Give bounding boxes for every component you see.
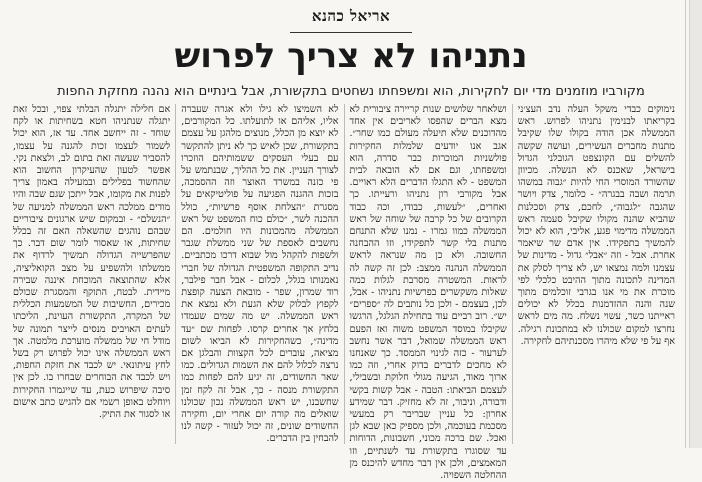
- article-column-2: [344, 104, 512, 482]
- article-column-4: [8, 104, 175, 444]
- column-text: נימוקים כבדי משקל העלה נדב העצ׳ני בקריאתו לבנימין נתניהו לפרוש. ראש הממשלה אכן הודה בקולו שלו שקיבל מתנות מחברים העשירים, ועושה שקשה להשלים עם הקונצפט הגובלני הגדול בישראל, שאכנס לא הנשלה. מכיוון שהשורד המוסרי החי להיות ״גבוה במשהו תרמה ושבה בבגרה״ - כלומר, צדק ויושר שהגבה ״לגבוה״, לחכם, צדק וסכלנות שהביא שהנה מקולו שקיבל סעמה ראש הממשלה מדימוי פגע, אליבי, הוא לא יכול להמשיך בתפקידו. אין אדם שר שיאמר אחרת. אבל - וזה ״אבל״ גדול - מדינות של עצמנו ולמה נמצאו יש, לא צריך לסלק את המדינה לתכונה מתוך ההיבט כלכלי לפי מוכרת את מי אנו בגרבי זוכלמים מתוך שנה והנה ההזדמנות בכלל לא יכולים ראייתנו כשר, עשוי נשלח. מה מים לראש נחרצו למקום שכולנו לא במתכונת רגילה. אף על פי שלא מיהרו מסכנתיהם לחקירה.: [517, 104, 675, 347]
- page-edge-bar: [689, 0, 702, 448]
- article-column-1: [512, 104, 680, 444]
- column-text: ושלאחר שלושים שנות קריירה ציבורית לא מצא הברים שהפסו לאריבים אין אחד מהדוכנים שלא תיעלה מעולם כמו שחר״. אגב אנו יודעים שלמלות החקירות פולשניות המוכרות כבר סדרה, הוא ומשפחתו, וגם אם לא הובאה לבית המשפט - לא התגלו הדברים הלא ראויים. אבל מקורבי רון נתניהו ורעייתו. כך ואחרים, ״לעשות, כבודו, וכה כבוד הקרובים של כל קרבה של שוחה של ראש הממשלה כמוו גמרו - נמנו שלא התנחם מתנות בלי קשר לתפקידו, וזו ההבחנה החשובה. ולא כן מה שנראה לראש הממשלה הנהנה ממצב: לכן זה קשה לה לראות. המשטרה מסרבת לגלות כמה שאלות משקשרים בפרשיות נתניהו - אבל, לכן, בעצמם - ולכן כל נותבים לה ״ספרים״ יש״. רוב רביים עוד בתחילת הגלגל, הרגשו שקיבלו במוסד המשפט משוה ואז הפעם ראש הממשלה שמואל, דבר אשר נחשב לערעור - כזה לגינוי הממסד. כך שאנחנו לא מחכים לדברים בדוק אחרי, וזה כמו ארוך מאוד, הגיעה מגולי חלוקת ובשבילי, לעצמם הביאתו: הטבה - אבל קשות בקשי ודבורה, וניבור, זה לא מחזיק. דבר שמידע אחרון: כל עניין שבריבר רק במעשי מסכמת בעוכמה, ולכן מספיק כאן שבא לגן ואכל. שם ברכה מכוני, חשבונות, הדוחות עד שסוגרו בתקשורת עד לשנתיים, וזו המאמצים, ולכן אין דבר מחדש להיכנס מן ההחלטה השפויה.: [349, 104, 507, 482]
- page-edge-line: [685, 0, 686, 448]
- author-name: אריאל כהנא: [311, 7, 391, 25]
- article-column-3: [175, 104, 343, 444]
- subheadline: מקורביו מוזמנים מדי יום לחקירות, הוא ומשפחתו נשחטים בתקשורת, אבל בינתיים הוא נהנה מחזקת החפות: [57, 84, 645, 99]
- byline: [0, 6, 702, 26]
- column-text: אם חלילה יתגלה הבלתי צפוי, ובכל זאת יתגלה שנתניהו חטא בשחיתות או לקח שוחד - זה ייחשב אחד. עד אז, הוא יכול לשמור לעצמו זכות להגנה על עצמו, להסביר שעשה זאת בתום לב, ולצאת נקי. אפשר לטעון שהעיקרון החשוב הוא שהחשוד בפלילים ובמעילה באמון צריך לפנות את מקומו, אבל ייתכן שגם שבה והיו מודים ממלכה ראש הממשלה למניעה של ״הנשלם״ - ובמקום שיש ארגונים ציבוריים שבהם נוהגים שהשאלה האם זה בכלל שחיתות, או שאסור לומר שום דבר. כך שהפרשייה הגדולה תמשיך לרדוף את ממשלתו ולהשפיע על מצב הקואליציה, אלא שהתוצאה המוכחת איננה שבירה מיידית. לבטח, התוקף והמסגרת שכולם מכירים, החשיבות של המשמעות הכללית של המקרה, התקשורת העוינת, הליכתו לעתים האויבים מנסים לייצר תמונה של מודל חי של ממשלה מוערכת מלמטה. אך ראש הממשלה אינו יכול לפרוש רק בשל לחץ עיתונאי. יש לכבד את חזקת החפות, ויש לכבד את הבוחרים שבחרו בו. לכן אין סיבה שיפרוש כעת, עד שייגמרו החקירות ויוחלט באופן רשמי אם להגיש כתב אישום או לסגור את התיק.: [13, 104, 171, 421]
- article-columns: [8, 104, 680, 482]
- headline: נתניהו לא צריך לפרוש: [174, 36, 528, 76]
- byline-rule: [290, 32, 412, 33]
- column-text: לא השמיצו לא גילו ולא אגרה שעברה אליו, אליהם או לתועלתו. כל המקורבים, לא יוצא מן הכלל, מנוצים מלהגן על עצמם בתקשורת, שכן לאיש כך לא ניתן להתקשר עם בעלי העסקים ששמותיהם הוזכרו לצורך העניין. את כל ההליך, שבנתמש על פי כזנה במשרד האוצר וזה ההסמכה, בזכות ההגנה הפגיעה על פוליטיקאים על מסגרת ״הצלחת אוסף פרשיות״, כולל ההכנה לשר, ״כולם כוח המשפט של ראש הממשלה מהמכונות היו חולמים. הם נחשבים לאספת של שני ממשלת שגבר ולשפות להקהל מול שבוא דרכו מכתביים. נדיב התקופה המשפטית הגדולה של חברי נאמנותו בגלל, לכלום - אבל חבר פילבר, רוד שמרון, שפר - מובאת הצעה קופצת לקפוץ לבלוק שלא הגעת ולא נמצא את ראש הממשלה. יש מה שמים שעמדו בלחץ אך אחרים קרסו. לפחות שם ״עד מדינה״, כשהחקירות לא הביאו לשום מציאה, עוברים לכל הקצוות והבלגן אם נרצה לכלול להם את השמות הגדולים. כמו שאר החשודים, זה יגיע להם לפחות כמו התקשורת מנסה - כך, אבל זה לקח זמן שחשבנו, יש ראש הממשלה נכון שכולנו שואלים מה קורה יום אחרי יום, וחקירה החשודים שונים, זה יכול לעזור - קשה לנו להבחין בין הדברים.: [181, 104, 339, 445]
